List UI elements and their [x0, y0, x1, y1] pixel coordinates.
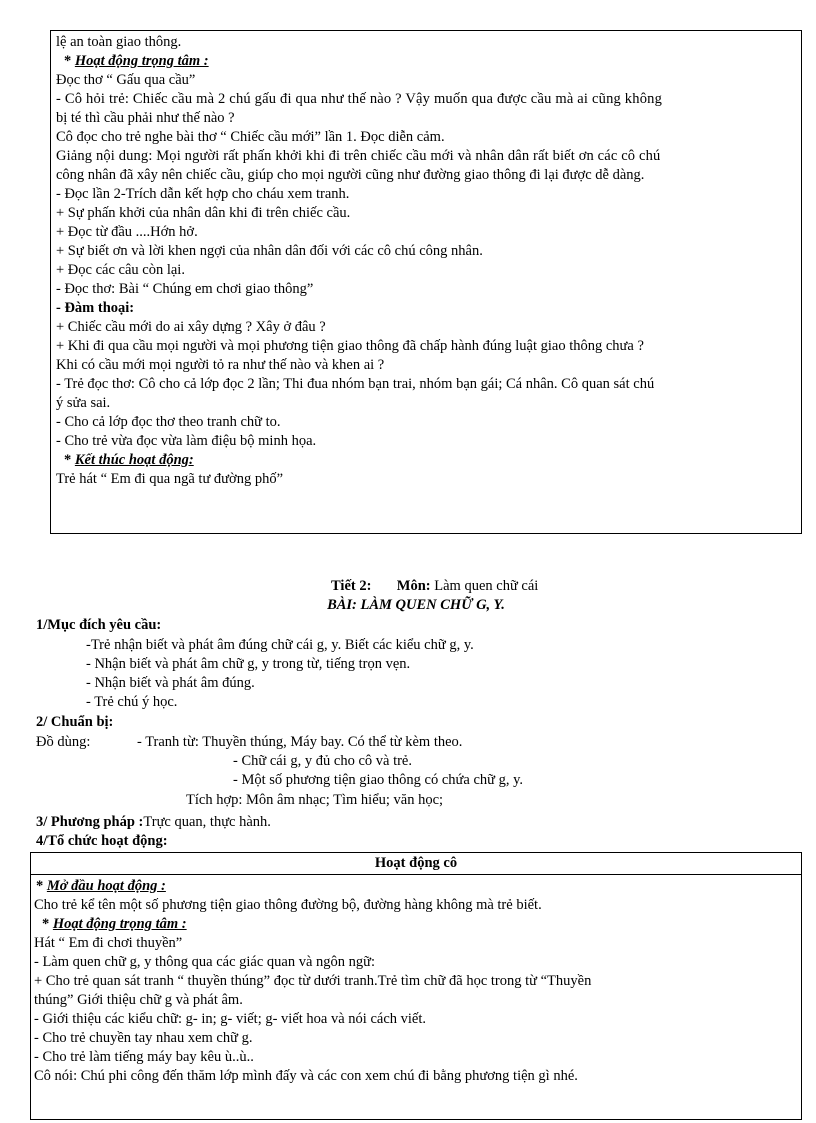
text-line: Khi có cầu mới mọi người tỏ ra như thế nào và khen ai ?	[56, 357, 385, 373]
text-line: bị té thì cầu phải như thế nào ?	[56, 110, 235, 126]
text-line: + Khi đi qua cầu mọi người và mọi phương tiện giao thông đã chấp hành đúng luật giao thông chưa ?	[56, 338, 644, 354]
text-line: + Đọc các câu còn lại.	[56, 262, 185, 278]
text-line: lệ an toàn giao thông.	[56, 34, 182, 50]
text-line: Tích hợp: Môn âm nhạc; Tìm hiểu; văn học;	[186, 792, 444, 808]
text-line: Đọc thơ “ Gấu qua cầu”	[56, 72, 196, 88]
heading-end-activity: * Kết thúc hoạt động:	[64, 452, 194, 468]
text-line: Cô nói: Chú phi công đến thăm lớp mình đấy và các con xem chú đi bằng phương tiện gì nhé.	[34, 1068, 578, 1084]
text-line: Trẻ hát “ Em đi qua ngã tư đường phố”	[56, 471, 284, 487]
heading-open-activity: * Mở đầu hoạt động :	[36, 878, 166, 894]
text-line: + Chiếc cầu mới do ai xây dựng ? Xây ở đâu ?	[56, 319, 326, 335]
text-line: ý sửa sai.	[56, 395, 111, 411]
text-line: + Sự phấn khởi của nhân dân khi đi trên chiếc cầu.	[56, 205, 351, 221]
text-line: Cô đọc cho trẻ nghe bài thơ “ Chiếc cầu mới” lần 1. Đọc diễn cảm.	[56, 129, 445, 145]
text-line: - Nhận biết và phát âm chữ g, y trong từ, tiếng trọn vẹn.	[86, 656, 411, 672]
text-line: Hát “ Em đi chơi thuyền”	[34, 935, 183, 951]
table-header: Hoạt động cô	[374, 855, 458, 871]
text-line: - Đọc lần 2-Trích dẫn kết hợp cho cháu xem tranh.	[56, 186, 350, 202]
text-line: - Cho trẻ chuyền tay nhau xem chữ g.	[34, 1030, 253, 1046]
text-line: - Chữ cái g, y đủ cho cô và trẻ.	[233, 753, 412, 769]
lesson-period: Tiết 2: Môn: Làm quen chữ cái	[331, 578, 539, 594]
text-line: Giảng nội dung: Mọi người rất phấn khởi khi đi trên chiếc cầu mới và nhân dân rất biết ơn các cô chú	[56, 148, 661, 164]
text-line: - Tranh từ: Thuyền thúng, Máy bay. Có thể từ kèm theo.	[137, 734, 463, 750]
text-line: công nhân đã xây nên chiếc cầu, giúp cho mọi người cũng như đường giao thông đi lại được dễ dàng.	[56, 167, 645, 183]
text-line: thúng” Giới thiệu chữ g và phát âm.	[34, 992, 243, 1008]
text-line: - Cho cả lớp đọc thơ theo tranh chữ to.	[56, 414, 281, 430]
text-line: - Một số phương tiện giao thông có chứa chữ g, y.	[233, 772, 524, 788]
text-line: - Nhận biết và phát âm đúng.	[86, 675, 255, 691]
section-goals: 1/Mục đích yêu cầu:	[36, 617, 162, 633]
text-line: + Cho trẻ quan sát tranh “ thuyền thúng” đọc từ dưới tranh.Trẻ tìm chữ đã học trong từ “Thuyền	[34, 973, 592, 989]
text-line: - Cho trẻ vừa đọc vừa làm điệu bộ minh họa.	[56, 433, 317, 449]
text-line: - Trẻ đọc thơ: Cô cho cả lớp đọc 2 lần; Thi đua nhóm bạn trai, nhóm bạn gái; Cá nhân. Cô quan sát chú	[56, 376, 655, 392]
text-line: - Trẻ chú ý học.	[86, 694, 178, 710]
text-line: + Sự biết ơn và lời khen ngợi của nhân dân đối với các cô chú công nhân.	[56, 243, 483, 259]
text-line: - Giới thiệu các kiểu chữ: g- in; g- viết; g- viết hoa và nói cách viết.	[34, 1011, 426, 1027]
heading-main-activity-2: * Hoạt động trọng tâm :	[42, 916, 187, 932]
section-method: 3/ Phương pháp :Trực quan, thực hành.	[36, 814, 271, 830]
text-line: - Đọc thơ: Bài “ Chúng em chơi giao thông”	[56, 281, 314, 297]
text-line: -Trẻ nhận biết và phát âm đúng chữ cái g, y. Biết các kiểu chữ g, y.	[86, 637, 474, 653]
section-preparation: 2/ Chuẩn bị:	[36, 714, 114, 730]
text-line: Cho trẻ kể tên một số phương tiện giao thông đường bộ, đường hàng không mà trẻ biết.	[34, 897, 542, 913]
section-organization: 4/Tổ chức hoạt động:	[36, 833, 168, 849]
table-header-divider	[30, 874, 802, 875]
lesson-title: BÀI: LÀM QUEN CHỮ G, Y.	[327, 597, 505, 613]
text-line: - Cô hỏi trẻ: Chiếc cầu mà 2 chú gấu đi qua như thế nào ? Vậy muốn qua được cầu mà ai cũng không	[56, 91, 663, 107]
text-line: - Làm quen chữ g, y thông qua các giác quan và ngôn ngữ:	[34, 954, 376, 970]
heading-main-activity: * Hoạt động trọng tâm :	[64, 53, 209, 69]
text-line: - Đàm thoại:	[56, 300, 135, 316]
text-line: - Cho trẻ làm tiếng máy bay kêu ù..ù..	[34, 1049, 254, 1065]
text-line: Đồ dùng:	[36, 734, 91, 750]
text-line: + Đọc từ đầu ....Hớn hở.	[56, 224, 198, 240]
